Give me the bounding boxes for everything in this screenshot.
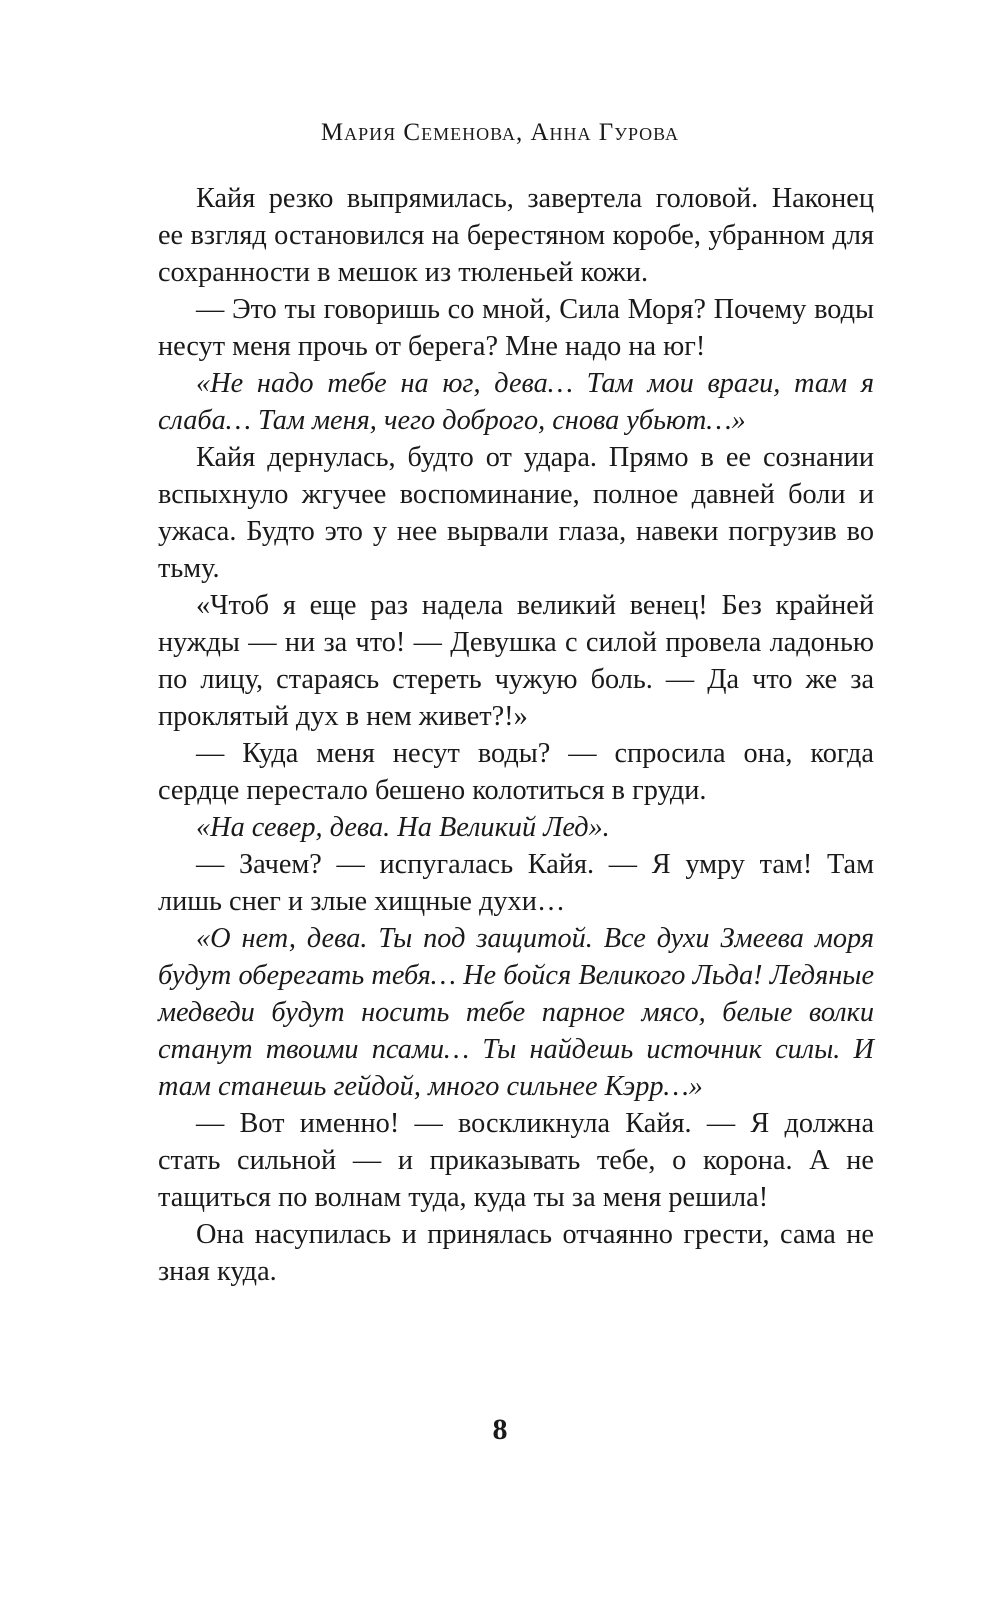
- paragraph: Она насупилась и принялась отчаянно грести, сама не зная куда.: [158, 1219, 874, 1287]
- running-header-authors: Мария Семенова, Анна Гурова: [320, 119, 680, 146]
- paragraph-italic: «Не надо тебе на юг, дева… Там мои враги, там я слаба… Там меня, чего доброго, снова убьют…»: [158, 368, 874, 436]
- paragraph: Кайя дернулась, будто от удара. Прямо в ее сознании вспыхнуло жгучее воспоминание, полное давней боли и ужаса. Будто это у нее вырвали глаза, навеки погрузив во тьму.: [158, 442, 874, 584]
- paragraph: — Вот именно! — воскликнула Кайя. — Я должна стать сильной — и приказывать тебе, о корона. А не тащиться по волнам туда, куда ты за меня решила!: [158, 1108, 874, 1213]
- paragraph-italic: «На север, дева. На Великий Лед».: [196, 812, 610, 843]
- paragraph: — Это ты говоришь со мной, Сила Моря? Почему воды несут меня прочь от берега? Мне надо на юг!: [158, 294, 874, 362]
- body-text: [158, 180, 874, 1290]
- paragraph: — Зачем? — испугалась Кайя. — Я умру там! Там лишь снег и злые хищные духи…: [158, 849, 874, 917]
- paragraph: — Куда меня несут воды? — спросила она, когда сердце перестало бешено колотиться в груди.: [158, 738, 874, 806]
- page-number: 8: [492, 1413, 508, 1446]
- paragraph-italic: «О нет, дева. Ты под защитой. Все духи Змеева моря будут оберегать тебя… Не бойся Великого Льда! Ледяные медведи будут носить тебе парное мясо, белые волки станут твоими псами… Ты найдешь источник силы. И там станешь гейдой, много сильнее Кэрр…»: [158, 923, 874, 1102]
- paragraph: Кайя резко выпрямилась, завертела головой. Наконец ее взгляд остановился на берестяном коробе, убранном для сохранности в мешок из тюленьей кожи.: [158, 183, 874, 288]
- paragraph: «Чтоб я еще раз надела великий венец! Без крайней нужды — ни за что! — Девушка с силой провела ладонью по лицу, стараясь стереть чужую боль. — Да что же за проклятый дух в нем живет?!»: [158, 590, 874, 732]
